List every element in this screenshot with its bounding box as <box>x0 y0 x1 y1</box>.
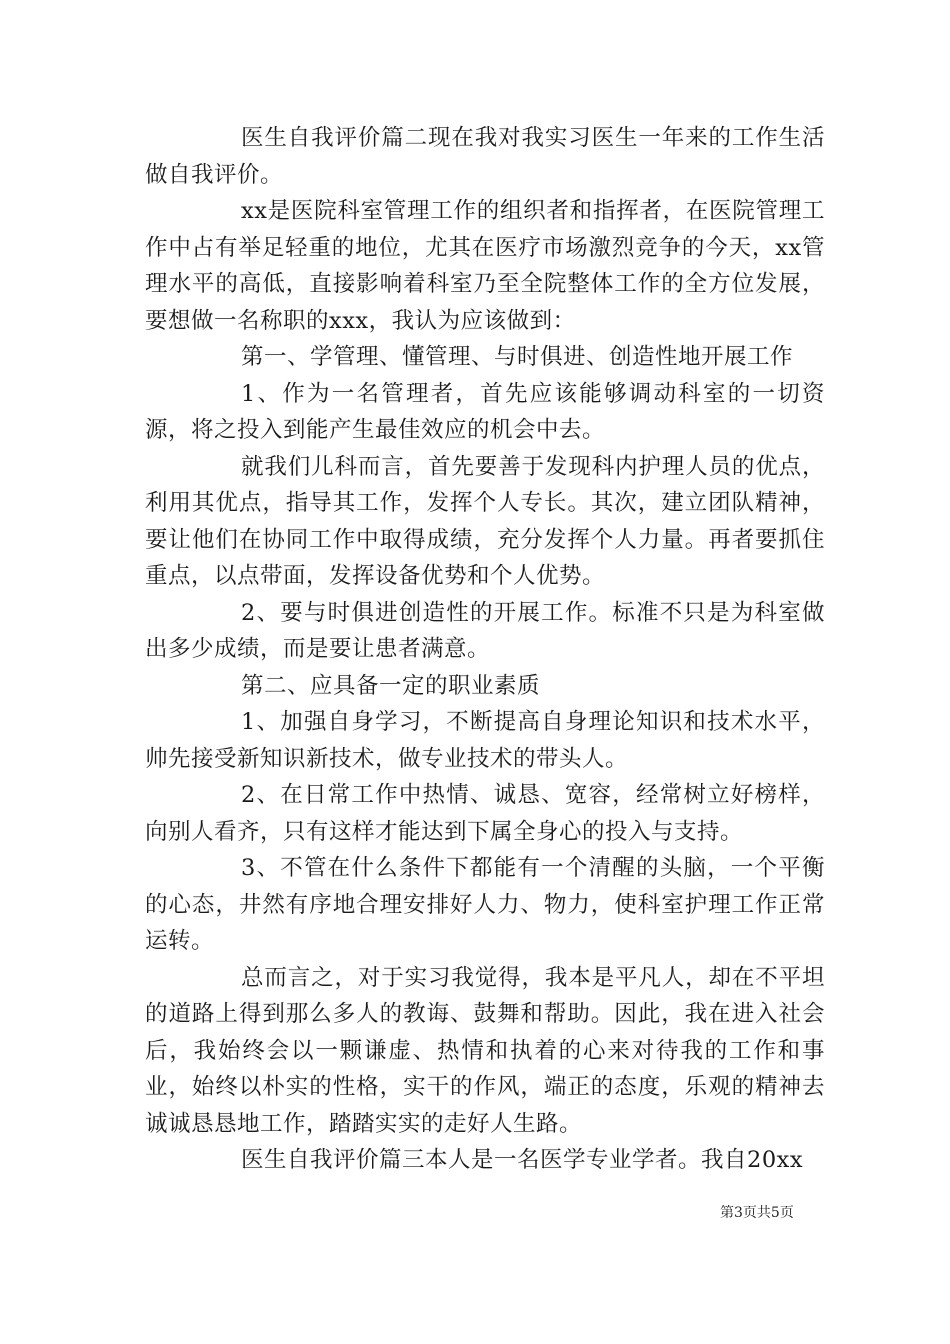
document-body <box>145 120 825 1179</box>
paragraph-point-1-2: 2、要与时俱进创造性的开展工作。标准不只是为科室做出多少成绩，而是要让患者满意。 <box>145 599 825 662</box>
paragraph-point-2-3: 3、不管在什么条件下都能有一个清醒的头脑，一个平衡的心态，井然有序地合理安排好人力、物力，使科室护理工作正常运转。 <box>145 855 825 954</box>
section-heading-2: 第二、应具备一定的职业素质 <box>241 672 541 699</box>
paragraph-summary: 总而言之，对于实习我觉得，我本是平凡人，却在不平坦的道路上得到那么多人的教诲、鼓舞和帮助。因此，我在进入社会后，我始终会以一颗谦虚、热情和执着的心来对待我的工作和事业，始终以朴实的性格，实干的作风，端正的态度，乐观的精神去诚诚恳恳地工作，踏踏实实的走好人生路。 <box>145 964 825 1137</box>
paragraph-point-1-1: 1、作为一名管理者，首先应该能够调动科室的一切资源，将之投入到能产生最佳效应的机会中去。 <box>145 380 825 443</box>
section-heading-1: 第一、学管理、懂管理、与时俱进、创造性地开展工作 <box>241 344 794 370</box>
paragraph-point-2-1: 1、加强自身学习，不断提高自身理论知识和技术水平，帅先接受新知识新技术，做专业技术的带头人。 <box>145 709 825 772</box>
paragraph-role: xx是医院科室管理工作的组织者和指挥者，在医院管理工作中占有举足轻重的地位，尤其在医疗市场激烈竞争的今天，xx管理水平的高低，直接影响着科室乃至全院整体工作的全方位发展，要想做一名称职的xxx，我认为应该做到： <box>145 198 825 334</box>
paragraph-part-three: 医生自我评价篇三本人是一名医学专业学者。我自20xx <box>241 1147 804 1173</box>
paragraph-pediatrics: 就我们儿科而言，首先要善于发现科内护理人员的优点，利用其优点，指导其工作，发挥个人专长。其次，建立团队精神，要让他们在协同工作中取得成绩，充分发挥个人力量。再者要抓住重点，以点带面，发挥设备优势和个人优势。 <box>145 453 825 589</box>
paragraph-intro: 医生自我评价篇二现在我对我实习医生一年来的工作生活做自我评价。 <box>145 125 825 188</box>
page-number-footer: 第3页共5页 <box>720 1205 794 1221</box>
paragraph-point-2-2: 2、在日常工作中热情、诚恳、宽容，经常树立好榜样，向别人看齐，只有这样才能达到下属全身心的投入与支持。 <box>145 782 825 845</box>
